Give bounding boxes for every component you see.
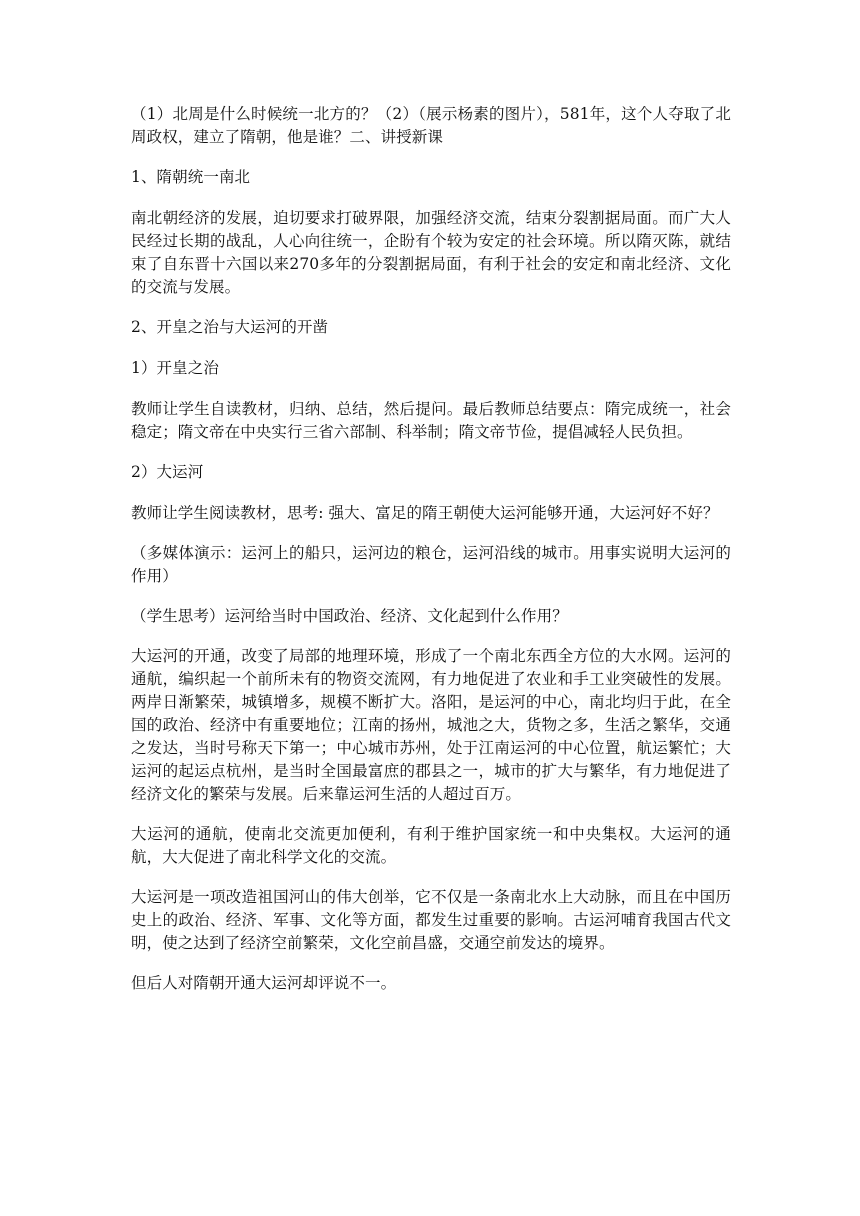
document-body	[131, 103, 731, 1012]
kaihuang-paragraph: 教师让学生自读教材，归纳、总结，然后提问。最后教师总结要点：隋完成统一，社会稳定；隋文帝在中央实行三省六部制、科举制；隋文帝节俭，提倡减轻人民负担。	[131, 400, 731, 441]
subheading-grand-canal: 2）大运河	[131, 463, 204, 481]
student-thinking-paragraph: （学生思考）运河给当时中国政治、经济、文化起到什么作用？	[131, 607, 568, 625]
section-heading-sui-unification: 1、隋朝统一南北	[131, 168, 251, 186]
canal-unity-paragraph: 大运河的通航，使南北交流更加便利，有利于维护国家统一和中央集权。大运河的通航，大大促进了南北科学文化的交流。	[131, 825, 731, 866]
canal-question-paragraph: 教师让学生阅读教材，思考: 强大、富足的隋王朝使大运河能够开通，大运河好不好？	[131, 504, 719, 522]
intro-questions-paragraph: （1）北周是什么时候统一北方的？（2）（展示杨素的图片），581年，这个人夺取了北周政权，建立了隋朝，他是谁？二、讲授新课	[131, 105, 731, 146]
section-heading-kaihuang-and-canal: 2、开皇之治与大运河的开凿	[131, 318, 329, 336]
unification-paragraph: 南北朝经济的发展，迫切要求打破界限，加强经济交流，结束分裂割据局面。而广大人民经过长期的战乱，人心向往统一，企盼有个较为安定的社会环境。所以隋灭陈，就结束了自东晋十六国以来270多年的分裂割据局面，有利于社会的安定和南北经济、文化的交流与发展。	[131, 209, 731, 296]
multimedia-note-paragraph: （多媒体演示：运河上的船只，运河边的粮仓，运河沿线的城市。用事实说明大运河的作用）	[131, 544, 731, 585]
closing-paragraph: 但后人对隋朝开通大运河却评说不一。	[131, 974, 397, 992]
subheading-kaihuang: 1）开皇之治	[131, 359, 219, 377]
canal-significance-paragraph: 大运河是一项改造祖国河山的伟大创举，它不仅是一条南北水上大动脉，而且在中国历史上的政治、经济、军事、文化等方面，都发生过重要的影响。古运河哺育我国古代文明，使之达到了经济空前繁荣，文化空前昌盛，交通空前发达的境界。	[131, 888, 731, 952]
canal-impact-paragraph: 大运河的开通，改变了局部的地理环境，形成了一个南北东西全方位的大水网。运河的通航，编织起一个前所未有的物资交流网，有力地促进了农业和手工业突破性的发展。两岸日渐繁荣，城镇增多，规模不断扩大。洛阳，是运河的中心，南北均归于此，在全国的政治、经济中有重要地位；江南的扬州，城池之大，货物之多，生活之繁华，交通之发达，当时号称天下第一；中心城市苏州，处于江南运河的中心位置，航运繁忙；大运河的起运点杭州，是当时全国最富庶的郡县之一，城市的扩大与繁华，有力地促进了经济文化的繁荣与发展。后来靠运河生活的人超过百万。	[131, 647, 731, 803]
